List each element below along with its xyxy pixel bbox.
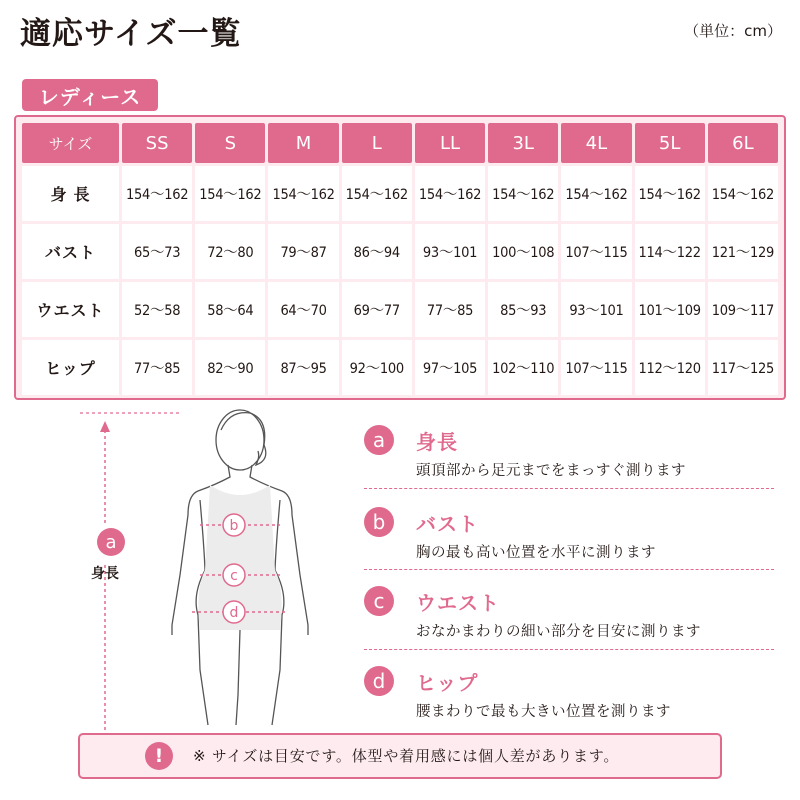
section-badge-ladies: レディース — [22, 79, 158, 111]
measure-title: バスト — [416, 512, 479, 536]
size-header-cell: 5L — [635, 123, 705, 163]
measure-desc: 腰まわりで最も大きい位置を測ります — [416, 704, 671, 720]
table-cell: 154～162 — [488, 166, 558, 221]
table-cell: 154～162 — [415, 166, 485, 221]
measure-letter-badge: b — [364, 507, 394, 537]
table-cell: 102～110 — [488, 340, 558, 395]
size-header-cell: LL — [415, 123, 485, 163]
table-cell: 77～85 — [122, 340, 192, 395]
table-cell: 69～77 — [342, 282, 412, 337]
size-header-cell: L — [342, 123, 412, 163]
table-cell: 154～162 — [195, 166, 265, 221]
size-table-container — [14, 115, 786, 400]
bust-marker-letter: b — [229, 518, 239, 534]
measure-letter-badge: a — [364, 425, 394, 455]
table-cell: 86～94 — [342, 224, 412, 279]
table-cell: 79～87 — [268, 224, 338, 279]
hip-marker-letter: d — [229, 605, 239, 621]
table-cell: 82～90 — [195, 340, 265, 395]
table-cell: 101～109 — [635, 282, 705, 337]
table-cell: 93～101 — [561, 282, 631, 337]
measure-title: ヒップ — [416, 671, 479, 695]
size-header-label: サイズ — [22, 123, 119, 163]
table-cell: 107～115 — [561, 224, 631, 279]
size-header-cell: 3L — [488, 123, 558, 163]
table-cell: 117～125 — [708, 340, 778, 395]
table-row — [22, 166, 778, 221]
table-cell: 93～101 — [415, 224, 485, 279]
table-cell: 121～129 — [708, 224, 778, 279]
table-cell: 52～58 — [122, 282, 192, 337]
table-cell: 154～162 — [122, 166, 192, 221]
height-arrow-head — [100, 421, 110, 432]
unit-note: （単位：cm） — [684, 22, 782, 40]
divider — [364, 488, 774, 489]
table-cell: 112～120 — [635, 340, 705, 395]
row-label: ウエスト — [22, 282, 119, 337]
row-label: バスト — [22, 224, 119, 279]
table-row — [22, 282, 778, 337]
size-header-cell: 4L — [561, 123, 631, 163]
row-label: 身 長 — [22, 166, 119, 221]
measure-title: ウエスト — [416, 591, 500, 615]
size-header-cell: 6L — [708, 123, 778, 163]
measure-title: 身長 — [416, 430, 458, 454]
table-cell: 114～122 — [635, 224, 705, 279]
size-header-row — [22, 123, 778, 163]
size-table — [19, 120, 781, 398]
table-cell: 97～105 — [415, 340, 485, 395]
divider — [364, 569, 774, 570]
table-cell: 154～162 — [708, 166, 778, 221]
measure-desc: 頭頂部から足元までをまっすぐ測ります — [416, 463, 686, 479]
table-row — [22, 224, 778, 279]
row-label: ヒップ — [22, 340, 119, 395]
measure-desc: 胸の最も高い位置を水平に測ります — [416, 545, 656, 561]
size-notice-box — [78, 733, 722, 779]
notice-text: ※ サイズは目安です。体型や着用感には個人差があります。 — [193, 747, 620, 765]
divider — [364, 649, 774, 650]
size-header-cell: M — [268, 123, 338, 163]
table-cell: 154～162 — [268, 166, 338, 221]
table-cell: 64～70 — [268, 282, 338, 337]
table-cell: 107～115 — [561, 340, 631, 395]
height-marker: a — [97, 528, 125, 556]
table-cell: 100～108 — [488, 224, 558, 279]
table-cell: 72～80 — [195, 224, 265, 279]
exclamation-icon: ! — [145, 742, 173, 770]
measure-letter-badge: c — [364, 586, 394, 616]
table-cell: 154～162 — [561, 166, 631, 221]
table-cell: 154～162 — [635, 166, 705, 221]
table-cell: 65～73 — [122, 224, 192, 279]
height-marker-label: 身長 — [91, 566, 119, 582]
table-cell: 85～93 — [488, 282, 558, 337]
size-header-cell: SS — [122, 123, 192, 163]
table-cell: 154～162 — [342, 166, 412, 221]
table-cell: 92～100 — [342, 340, 412, 395]
page-title: 適応サイズ一覧 — [20, 16, 242, 52]
table-cell: 77～85 — [415, 282, 485, 337]
table-row — [22, 340, 778, 395]
measure-letter-badge: d — [364, 666, 394, 696]
measure-desc: おなかまわりの細い部分を目安に測ります — [416, 624, 701, 640]
table-cell: 87～95 — [268, 340, 338, 395]
table-cell: 58～64 — [195, 282, 265, 337]
size-header-cell: S — [195, 123, 265, 163]
table-cell: 109～117 — [708, 282, 778, 337]
waist-marker-letter: c — [230, 568, 238, 584]
